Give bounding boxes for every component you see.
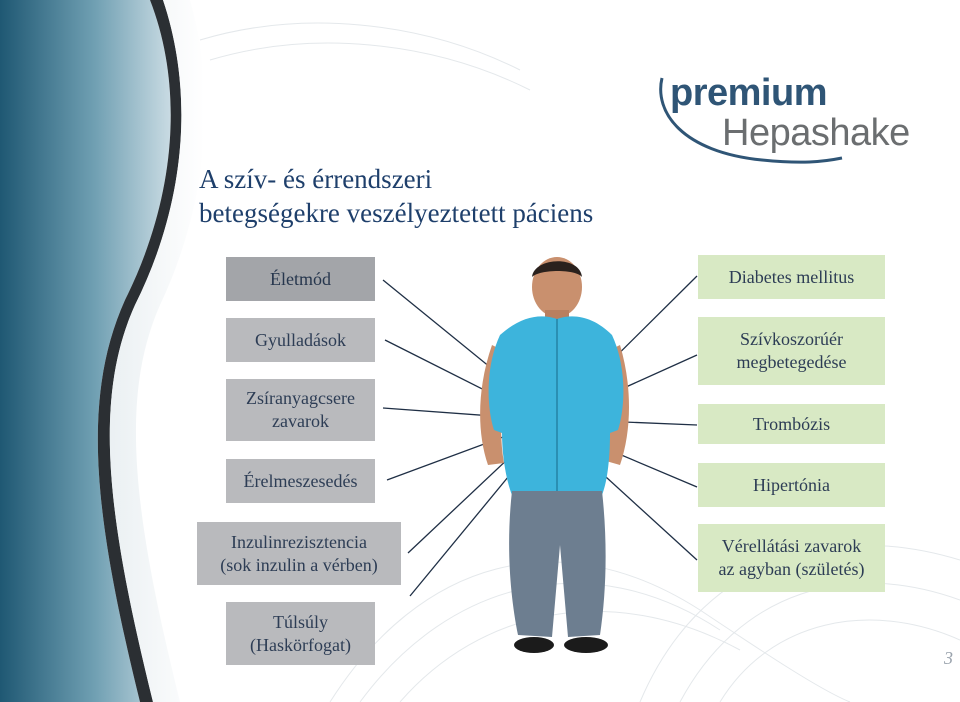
box-label: az agyban (születés) bbox=[718, 559, 865, 579]
title-line-1: A szív- és érrendszeri bbox=[199, 164, 433, 194]
logo-text-premium: premium bbox=[670, 72, 827, 114]
box-label: Vérellátási zavarok bbox=[721, 536, 862, 556]
box-label: Hipertónia bbox=[753, 474, 830, 495]
left-box-gyulladasok bbox=[226, 318, 375, 362]
right-box-verellatasi-zavarok bbox=[698, 524, 885, 592]
patient-figure bbox=[460, 255, 650, 660]
left-box-tulsuly bbox=[226, 602, 375, 665]
page-number: 3 bbox=[944, 648, 953, 668]
logo-text-hepashake: Hepashake bbox=[722, 112, 910, 154]
box-label: (Haskörfogat) bbox=[250, 634, 351, 655]
left-box-inzulinrezisztencia bbox=[197, 522, 401, 585]
right-box-diabetes bbox=[698, 255, 885, 299]
box-label: (sok inzulin a vérben) bbox=[220, 554, 378, 575]
box-label: Túlsúly bbox=[272, 611, 328, 632]
box-label: Szívkoszorúér bbox=[740, 329, 843, 349]
box-label: Érelmeszesedés bbox=[243, 470, 358, 491]
box-label: Trombózis bbox=[752, 413, 831, 434]
right-box-hipertonia bbox=[698, 463, 885, 507]
box-label: Diabetes mellitus bbox=[728, 266, 855, 287]
left-box-zsiranyagcsere bbox=[226, 379, 375, 441]
title-line-2: betegségekre veszélyeztetett páciens bbox=[199, 198, 594, 228]
right-box-trombozis bbox=[698, 404, 885, 444]
box-label: zavarok bbox=[272, 411, 329, 431]
left-box-erelmeszesedes bbox=[226, 459, 375, 503]
box-label: Zsíranyagcsere bbox=[246, 388, 355, 408]
box-label: megbetegedése bbox=[736, 352, 847, 372]
box-label: Életmód bbox=[270, 268, 331, 289]
left-box-eletmod bbox=[226, 257, 375, 301]
right-box-szivkoszorueer bbox=[698, 317, 885, 385]
box-label: Inzulinrezisztencia bbox=[231, 531, 367, 552]
box-label: Gyulladások bbox=[255, 329, 346, 350]
